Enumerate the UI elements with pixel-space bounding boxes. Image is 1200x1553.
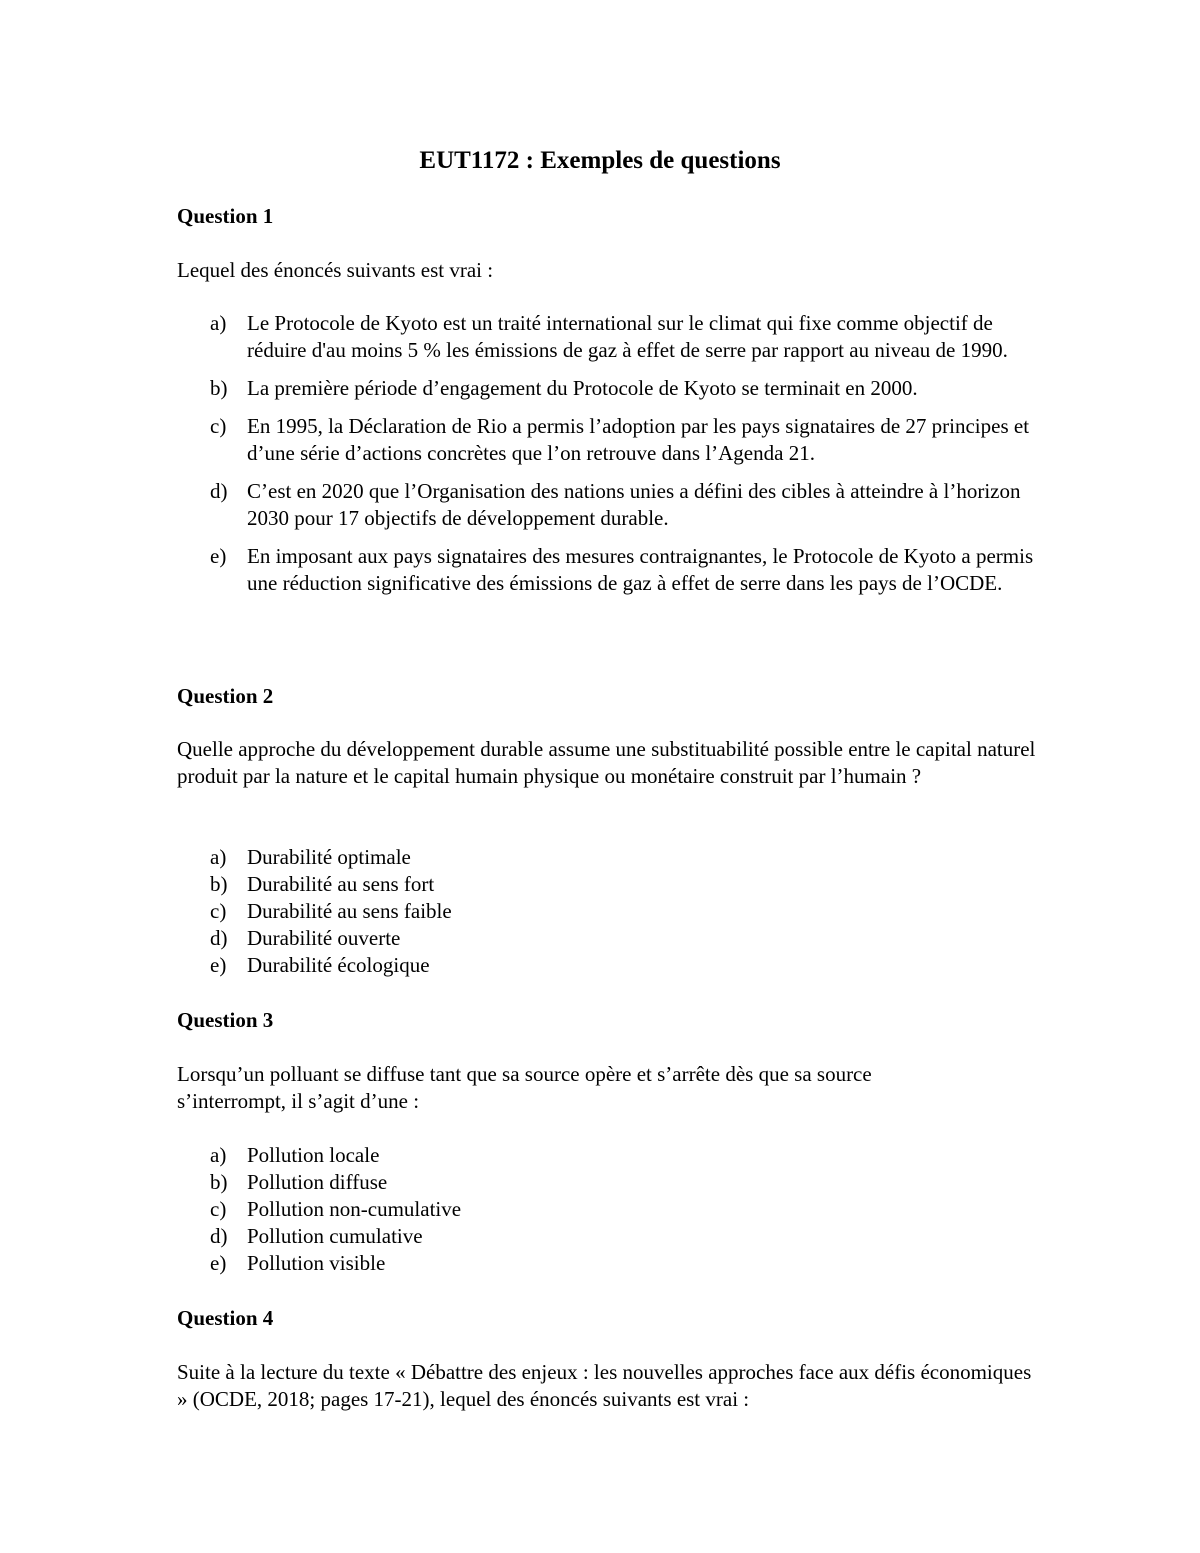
question-3-heading: Question 3 xyxy=(177,1008,274,1032)
option-text: En imposant aux pays signataires des mesures contraignantes, le Protocole de Kyoto a permis une réduction significative des émissions de gaz à effet de serre dans les pays de l’OCDE. xyxy=(247,544,1034,595)
question-2-option-b xyxy=(177,871,1037,898)
option-letter: b) xyxy=(210,376,228,400)
option-letter: c) xyxy=(210,1197,227,1221)
option-letter: a) xyxy=(210,311,227,335)
option-letter: d) xyxy=(210,1224,228,1248)
question-1-options xyxy=(177,310,1037,608)
option-text: La première période d’engagement du Protocole de Kyoto se terminait en 2000. xyxy=(247,376,918,400)
question-1-prompt: Lequel des énoncés suivants est vrai : xyxy=(177,258,494,282)
question-4-prompt: Suite à la lecture du texte « Débattre des enjeux : les nouvelles approches face aux défis économiques » (OCDE, 2018; pages 17-21), lequel des énoncés suivants est vrai : xyxy=(177,1360,1032,1411)
question-2-option-e xyxy=(177,952,1037,979)
option-letter: d) xyxy=(210,926,228,950)
option-text: En 1995, la Déclaration de Rio a permis l’adoption par les pays signataires de 27 principes et d’une série d’actions concrètes que l’on retrouve dans l’Agenda 21. xyxy=(247,414,1030,465)
option-letter: b) xyxy=(210,872,228,896)
option-text: C’est en 2020 que l’Organisation des nations unies a défini des cibles à atteindre à l’horizon 2030 pour 17 objectifs de développement durable. xyxy=(247,479,1021,530)
question-3-prompt: Lorsqu’un polluant se diffuse tant que sa source opère et s’arrête dès que sa source s’interrompt, il s’agit d’une : xyxy=(177,1062,872,1113)
question-1-option-e xyxy=(177,543,1037,597)
question-2-option-c xyxy=(177,898,1037,925)
question-3-option-c xyxy=(177,1196,1037,1223)
option-text: Le Protocole de Kyoto est un traité international sur le climat qui fixe comme objectif de réduire d'au moins 5 % les émissions de gaz à effet de serre par rapport au niveau de 1990. xyxy=(247,311,1008,362)
option-text: Pollution visible xyxy=(247,1251,386,1275)
question-2-options xyxy=(177,844,1037,979)
question-3-option-e xyxy=(177,1250,1037,1277)
option-text: Durabilité ouverte xyxy=(247,926,401,950)
document-title: EUT1172 : Exemples de questions xyxy=(419,147,781,174)
option-text: Pollution locale xyxy=(247,1143,380,1167)
option-text: Durabilité au sens fort xyxy=(247,872,435,896)
question-1-option-b xyxy=(177,375,1037,402)
option-text: Pollution diffuse xyxy=(247,1170,388,1194)
option-letter: b) xyxy=(210,1170,228,1194)
question-1-heading: Question 1 xyxy=(177,204,274,228)
question-2-option-d xyxy=(177,925,1037,952)
option-text: Pollution cumulative xyxy=(247,1224,423,1248)
question-4-heading: Question 4 xyxy=(177,1306,274,1330)
question-1-option-c xyxy=(177,413,1037,467)
option-text: Durabilité optimale xyxy=(247,845,411,869)
option-letter: e) xyxy=(210,544,227,568)
question-3-option-a xyxy=(177,1142,1037,1169)
option-letter: a) xyxy=(210,845,227,869)
option-letter: d) xyxy=(210,479,228,503)
option-text: Pollution non-cumulative xyxy=(247,1197,462,1221)
option-letter: e) xyxy=(210,953,227,977)
question-2-option-a xyxy=(177,844,1037,871)
option-letter: a) xyxy=(210,1143,227,1167)
option-letter: c) xyxy=(210,899,227,923)
option-text: Durabilité au sens faible xyxy=(247,899,452,923)
option-text: Durabilité écologique xyxy=(247,953,430,977)
question-3-options xyxy=(177,1142,1037,1277)
question-2-prompt: Quelle approche du développement durable assume une substituabilité possible entre le capital naturel produit par la nature et le capital humain physique ou monétaire construit par l’humain ? xyxy=(177,737,1036,788)
question-1-option-a xyxy=(177,310,1037,364)
question-3-option-b xyxy=(177,1169,1037,1196)
question-3-option-d xyxy=(177,1223,1037,1250)
option-letter: c) xyxy=(210,414,227,438)
question-1-option-d xyxy=(177,478,1037,532)
option-letter: e) xyxy=(210,1251,227,1275)
question-2-heading: Question 2 xyxy=(177,684,274,708)
